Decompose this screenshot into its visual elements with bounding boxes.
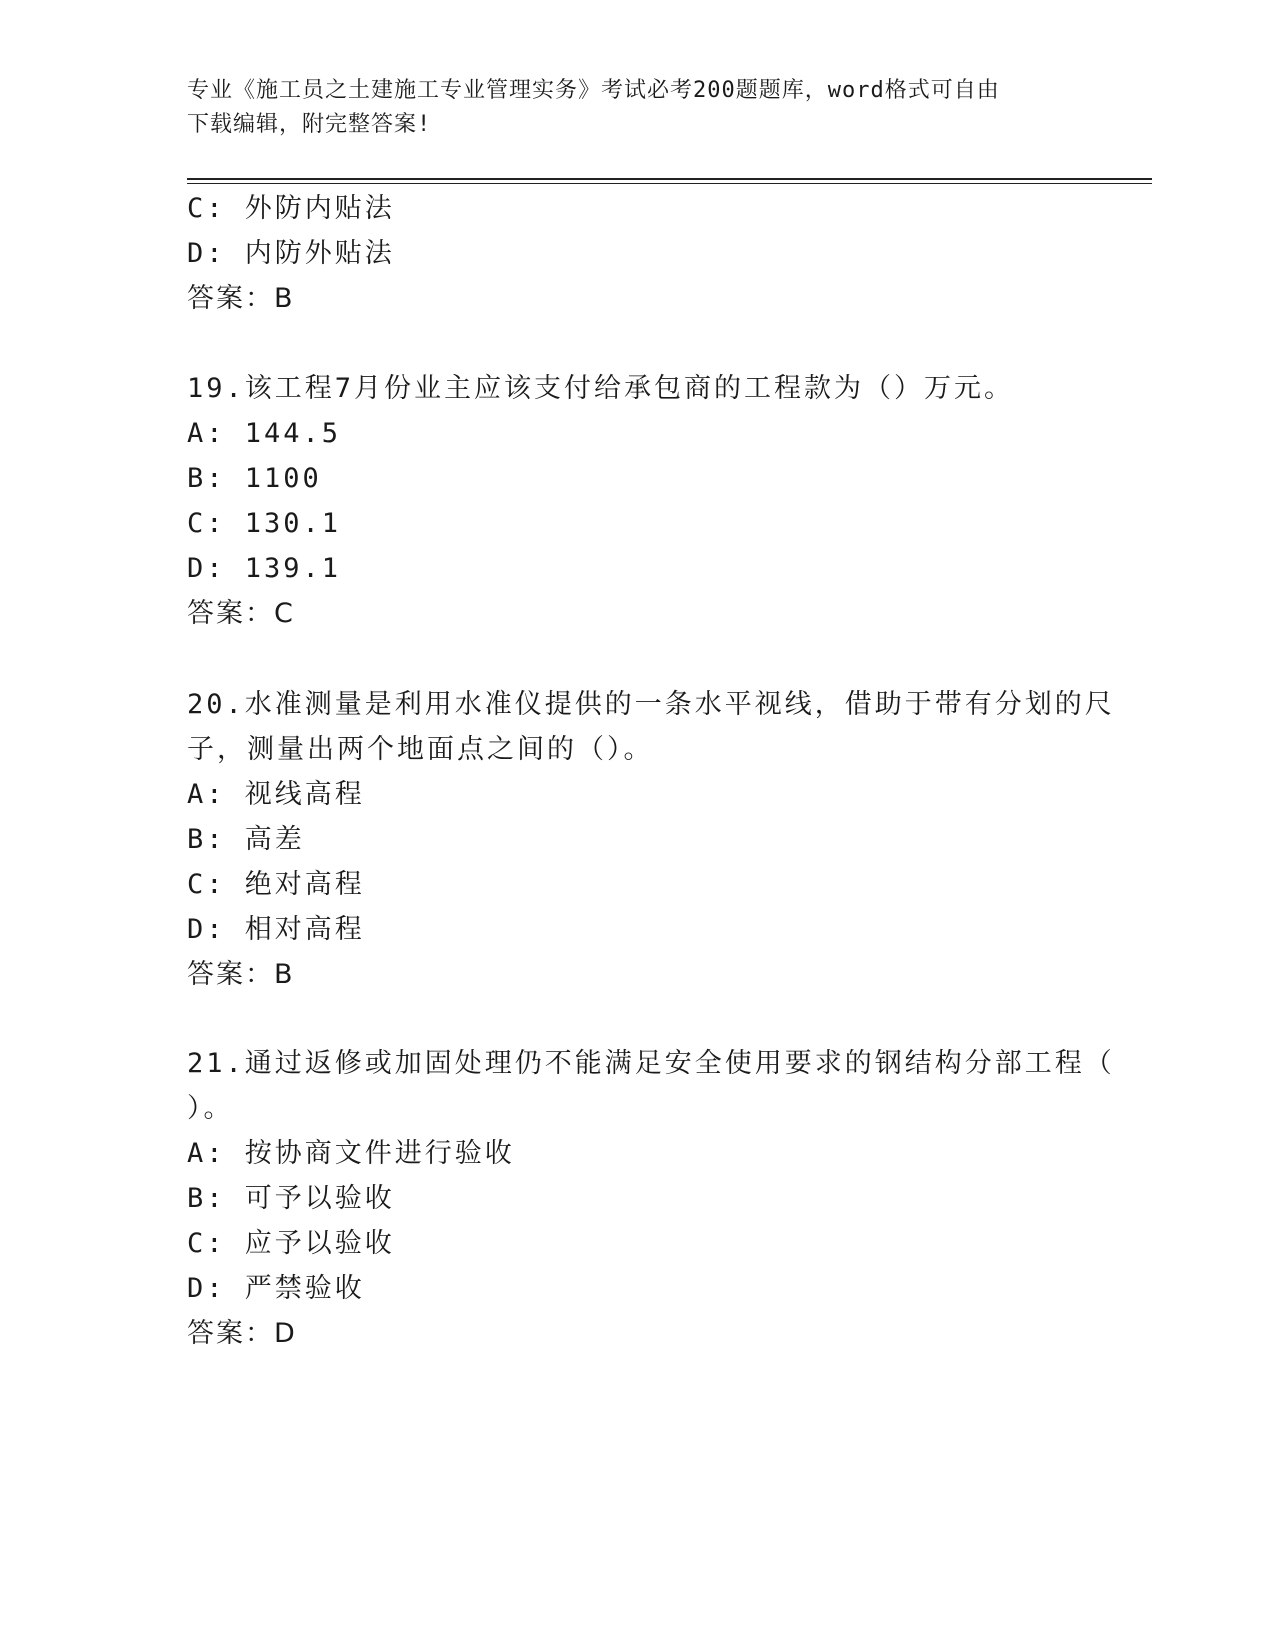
prev-answer: 答案：B	[187, 283, 295, 314]
q20-option-b: B: 高差	[187, 824, 305, 855]
q21-option-b: B: 可予以验收	[187, 1183, 395, 1214]
prev-option-d: D: 内防外贴法	[187, 238, 395, 269]
q21-option-d: D: 严禁验收	[187, 1273, 365, 1304]
prev-option-c: C: 外防内贴法	[187, 193, 395, 224]
header-rule-thick	[187, 178, 1152, 180]
q19-option-a: A: 144.5	[187, 418, 342, 449]
header-line-1: 专业《施工员之土建施工专业管理实务》考试必考200题题库，word格式可自由	[187, 78, 1000, 103]
header-line-2: 下载编辑，附完整答案!	[187, 112, 432, 137]
q19-option-c: C: 130.1	[187, 508, 342, 539]
q21-answer: 答案：D	[187, 1318, 297, 1349]
q20-option-c: C: 绝对高程	[187, 869, 365, 900]
q19-stem: 19.该工程7月份业主应该支付给承包商的工程款为（）万元。	[187, 373, 1015, 404]
q21-option-c: C: 应予以验收	[187, 1228, 395, 1259]
q20-stem-line-1: 20.水准测量是利用水准仪提供的一条水平视线，借助于带有分划的尺	[187, 689, 1115, 720]
page-header	[187, 74, 1087, 142]
q21-option-a: A: 按协商文件进行验收	[187, 1138, 515, 1169]
header-rule-thin	[187, 183, 1152, 184]
q21-stem-line-2: ）。	[187, 1093, 234, 1124]
q21-stem-line-1: 21.通过返修或加固处理仍不能满足安全使用要求的钢结构分部工程（	[187, 1048, 1115, 1079]
q19-answer: 答案：C	[187, 598, 295, 629]
q20-option-a: A: 视线高程	[187, 779, 365, 810]
q20-option-d: D: 相对高程	[187, 914, 365, 945]
q20-answer: 答案：B	[187, 959, 295, 990]
q19-option-d: D: 139.1	[187, 553, 342, 584]
q20-stem-line-2: 子，测量出两个地面点之间的（）。	[187, 734, 654, 765]
q19-option-b: B: 1100	[187, 463, 322, 494]
